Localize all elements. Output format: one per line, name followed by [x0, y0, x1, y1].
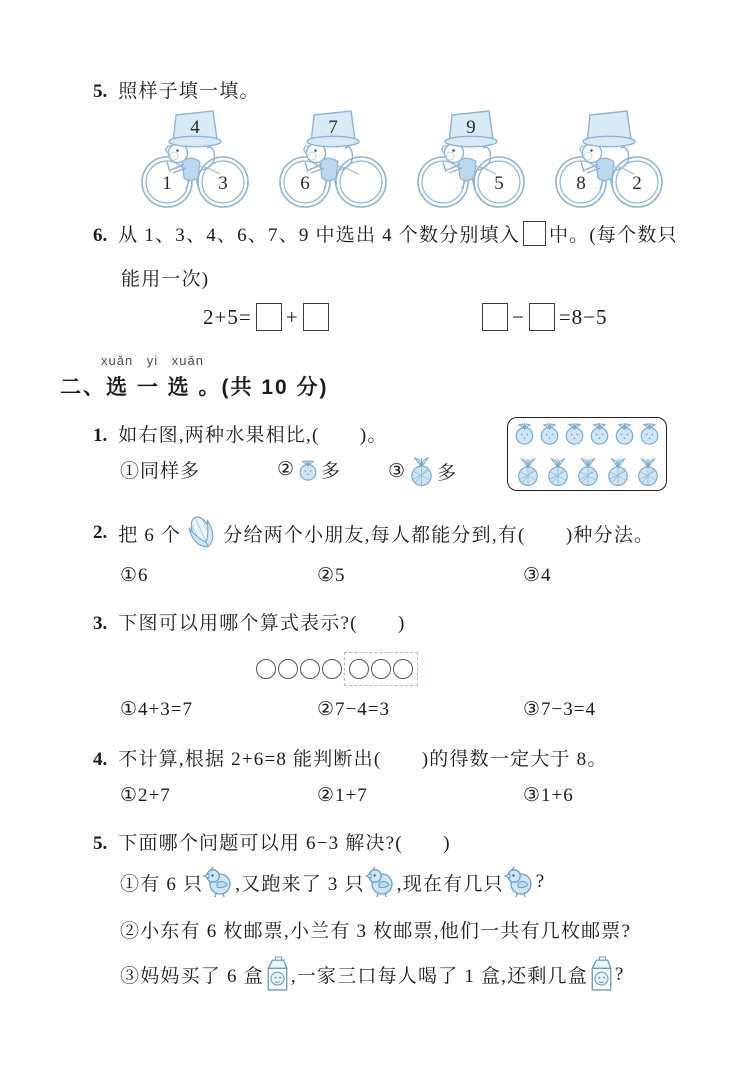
monkey-bicycle-figure — [416, 106, 526, 210]
monkey-bicycle-figure — [278, 106, 388, 210]
q6-number: 6. — [93, 225, 108, 246]
answer-box[interactable] — [256, 303, 282, 331]
c5-opt1-text: ? — [535, 871, 546, 892]
c1-number: 1. — [93, 425, 108, 446]
option-3-number: ③ — [388, 461, 407, 482]
left-wheel-number: 8 — [576, 173, 586, 194]
c2-options — [0, 564, 748, 592]
c3-text: 下图可以用哪个算式表示?( ) — [118, 613, 406, 634]
eq2-suffix: =8−5 — [558, 305, 608, 329]
c3-option-2[interactable]: ②7−4=3 — [317, 699, 390, 720]
c1-options — [0, 456, 748, 490]
right-wheel-number: 5 — [494, 173, 504, 194]
inline-box-icon — [523, 221, 546, 246]
c5-opt1-text: ,现在有几只 — [396, 873, 504, 895]
q5-heading — [93, 76, 260, 103]
circle-shape — [371, 659, 391, 679]
hat-number: 9 — [466, 117, 476, 138]
c3-question — [93, 608, 406, 635]
c5-option-3[interactable] — [120, 956, 625, 993]
q6-equation-2 — [478, 303, 608, 331]
strawberry-row — [513, 421, 661, 446]
c4-question — [93, 744, 608, 771]
monkey-bicycle-figure — [554, 106, 664, 210]
pinyin-text: xuǎn yi xuǎn — [101, 353, 204, 368]
circle-group-dashed — [344, 652, 418, 686]
c5-option-2[interactable] — [120, 916, 631, 943]
c5-question — [93, 828, 451, 855]
circle-shape — [256, 659, 276, 679]
q6-text-line2: 能用一次) — [121, 269, 210, 290]
c1-option-3[interactable] — [388, 456, 457, 487]
circle-shape — [393, 659, 413, 679]
c1-option-1[interactable]: ①同样多 — [120, 461, 201, 482]
answer-box[interactable] — [482, 303, 508, 331]
q6-heading-line2 — [121, 264, 209, 291]
pineapple-icon — [408, 456, 435, 487]
counting-circles — [256, 652, 418, 686]
eq1-plus-sign: + — [285, 305, 299, 329]
hat-number: 7 — [328, 117, 338, 138]
circle-shape — [349, 659, 369, 679]
q5-number: 5. — [93, 81, 108, 102]
c5-number: 5. — [93, 833, 108, 854]
c5-opt2-text: ②小东有 6 枚邮票,小兰有 3 枚邮票,他们一共有几枚邮票? — [120, 921, 632, 942]
q5-monkey-row — [140, 106, 664, 210]
milk-carton-icon — [588, 956, 615, 993]
monkey-bicycle-figure — [140, 106, 250, 210]
answer-box[interactable] — [303, 303, 329, 331]
strawberry-icon — [613, 421, 636, 446]
q6-equation-1 — [203, 303, 333, 331]
section-two-pinyin — [101, 353, 204, 368]
strawberry-icon — [638, 421, 661, 446]
circle-shape — [278, 659, 298, 679]
c5-option-1[interactable] — [120, 866, 545, 898]
left-wheel-number: 1 — [162, 173, 172, 194]
corn-icon — [181, 510, 223, 556]
strawberry-icon — [563, 421, 586, 446]
c2-option-3[interactable]: ③4 — [523, 565, 552, 586]
c1-question — [93, 420, 388, 447]
milk-carton-icon — [264, 956, 291, 993]
section-two-title: 二、选 一 选 。(共 10 分) — [60, 376, 329, 399]
strawberry-icon — [588, 421, 611, 446]
c5-opt3-text: ,一家三口每人喝了 1 盒,还剩几盒 — [290, 966, 588, 987]
option-3-label: 多 — [437, 463, 458, 484]
c4-number: 4. — [93, 749, 108, 770]
q6-text-before-box: 从 1、3、4、6、7、9 中选出 4 个数分别填入 — [118, 225, 520, 246]
c2-option-2[interactable]: ②5 — [317, 565, 346, 586]
c2-option-1[interactable]: ①6 — [120, 565, 149, 586]
c2-question — [93, 510, 654, 556]
c5-opt3-text: ? — [614, 963, 625, 985]
c2-text-before: 把 6 个 — [118, 524, 182, 546]
strawberry-icon — [297, 458, 319, 482]
c2-number: 2. — [93, 522, 108, 543]
c2-text-after: 分给两个小朋友,每人都能分到,有( )种分法。 — [223, 524, 655, 546]
strawberry-icon — [538, 421, 561, 446]
q6-text-after-box: 中。(每个数只 — [548, 225, 678, 246]
chick-icon — [365, 866, 397, 898]
c3-option-3[interactable]: ③7−3=4 — [523, 699, 596, 720]
c4-option-3[interactable]: ③1+6 — [523, 785, 574, 806]
hat-number: 4 — [190, 117, 200, 138]
chick-icon — [504, 866, 536, 898]
c3-number: 3. — [93, 613, 108, 634]
circle-group-plain — [256, 659, 342, 679]
c3-options — [0, 698, 748, 726]
right-wheel-number: 3 — [218, 173, 228, 194]
eq1-prefix: 2+5= — [203, 305, 252, 329]
c5-opt1-text: ,又跑来了 3 只 — [235, 873, 365, 895]
c3-option-1[interactable]: ①4+3=7 — [120, 699, 193, 720]
eq2-minus-sign: − — [512, 305, 525, 329]
q6-heading-line1 — [93, 220, 678, 247]
c4-option-2[interactable]: ②1+7 — [317, 785, 368, 806]
chick-icon — [203, 866, 235, 898]
c5-opt3-text: ③妈妈买了 6 盒 — [120, 966, 264, 987]
circle-shape — [300, 659, 320, 679]
c5-text: 下面哪个问题可以用 6−3 解决?( ) — [118, 833, 451, 854]
q5-text: 照样子填一填。 — [118, 81, 260, 102]
left-wheel-number: 6 — [300, 173, 310, 194]
circle-shape — [322, 659, 342, 679]
c4-text: 不计算,根据 2+6=8 能判断出( )的得数一定大于 8。 — [118, 749, 608, 770]
c1-text: 如右图,两种水果相比,( )。 — [118, 425, 388, 446]
c5-opt1-text: ①有 6 只 — [120, 873, 204, 895]
strawberry-icon — [513, 421, 536, 446]
answer-box[interactable] — [529, 303, 555, 331]
option-2-number: ② — [277, 459, 296, 480]
option-2-label: 多 — [321, 461, 342, 482]
section-two-heading — [60, 371, 329, 401]
c1-option-2[interactable] — [277, 456, 341, 483]
c4-options — [0, 784, 748, 812]
c4-option-1[interactable]: ①2+7 — [120, 785, 171, 806]
right-wheel-number: 2 — [632, 173, 642, 194]
